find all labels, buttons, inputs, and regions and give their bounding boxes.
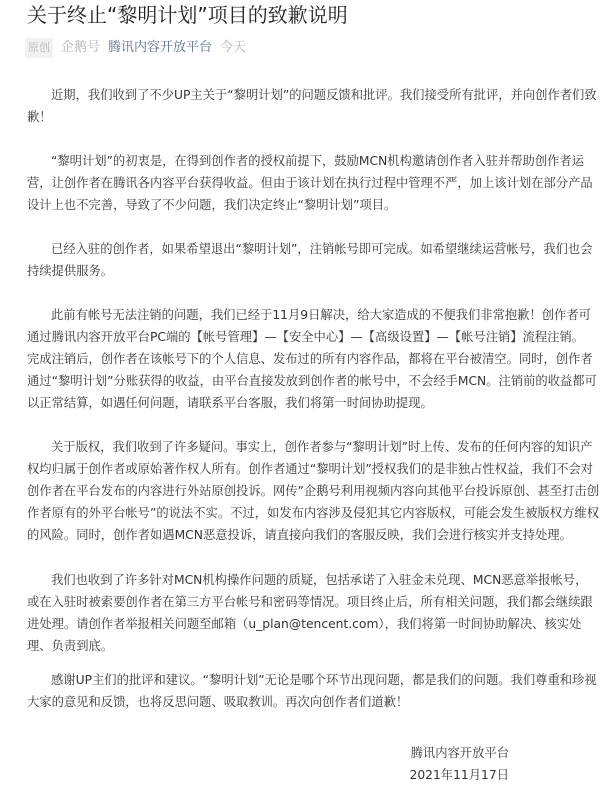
article-paragraph (27, 304, 597, 414)
paragraph-line: 权均归属于创作者或原始著作权人所有。创作者通过“黎明计划”授权我们的是非独占性权益，我们不会对 (27, 462, 594, 476)
paragraph-line: 我们也收到了许多针对MCN机构操作问题的质疑，包括承诺了入驻金未兑现、MCN恶意举报帐号， (51, 573, 588, 587)
paragraph-line: 营，让创作者在腾讯各内容平台获得收益。但由于该计划在执行过程中管理不严，加上该计划在部分产品 (27, 176, 593, 190)
signature-org: 腾讯内容开放平台 (410, 746, 509, 760)
original-badge: 原创 (25, 38, 53, 58)
paragraph-line: 近期，我们收到了不少UP主关于“黎明计划”的问题反馈和批评。我们接受所有批评，并向创作者们致 (51, 88, 597, 102)
paragraph-line: 完成注销后，创作者在该帐号下的个人信息、发布过的所有内容作品，都将在平台被清空。同时，创作者 (27, 352, 593, 366)
paragraph-line: “黎明计划”的初衷是，在得到创作者的授权前提下，鼓励MCN机构邀请创作者入驻并帮助创作者运 (51, 154, 585, 168)
paragraph-line: 通过“黎明计划”分账获得的收益，由平台直接发放到创作者的帐号中，不会经手MCN。注销前的收益都可 (27, 374, 597, 388)
article-paragraph (27, 84, 597, 128)
article-paragraph (27, 150, 593, 216)
account-type: 企鹅号 (61, 40, 101, 55)
paragraph-line: 创作者在平台发布的内容进行外站原创投诉。网传”企鹅号利用视频内容向其他平台投诉原创、甚至打击创 (27, 484, 600, 498)
paragraph-line: 持续提供服务。 (27, 264, 114, 278)
article-title: 关于终止“黎明计划”项目的致歉说明 (27, 3, 348, 27)
paragraph-line: 通过腾讯内容开放平台PC端的【帐号管理】—【安全中心】—【高级设置】—【帐号注销】流程注销。 (27, 330, 585, 344)
article-paragraph (27, 238, 593, 282)
paragraph-line: 感谢UP主们的批评和建议。“黎明计划”无论是哪个环节出现问题，都是我们的问题。我们尊重和珍视 (51, 673, 597, 687)
paragraph-line: 或在入驻时被索要创作者在第三方平台帐号和密码等情况。项目终止后，所有相关问题，我们都会继续跟 (27, 595, 593, 609)
paragraph-line: 作者原有的外平台帐号”的说法不实。不过，如发布内容涉及侵犯其它内容版权，可能会发生被版权方维权 (27, 506, 600, 520)
paragraph-line: 的风险。同时，创作者如遇MCN恶意投诉，请直接向我们的客服反映，我们会进行核实并支持处理。 (27, 528, 572, 542)
paragraph-line: 此前有帐号无法注销的问题，我们已经于11月9日解决，给大家造成的不便我们非常抱歉！创作者可 (51, 308, 591, 322)
article-paragraph (27, 669, 597, 713)
paragraph-line: 关于版权，我们收到了许多疑问。事实上，创作者参与“黎明计划”时上传、发布的任何内容的知识产 (51, 440, 593, 454)
article-meta (25, 38, 254, 58)
article-paragraph (27, 569, 593, 657)
publish-time: 今天 (220, 40, 247, 55)
article-paragraph (27, 436, 600, 546)
signature-date: 2021年11月17日 (409, 768, 509, 782)
paragraph-line: 理、负责到底。 (27, 639, 114, 653)
paragraph-line: 进处理。请创作者举报相关问题至邮箱（u_plan@tencent.com），我们将第一时间协助解决、核实处 (27, 617, 582, 631)
paragraph-line: 已经入驻的创作者，如果希望退出“黎明计划”，注销帐号即可完成。如希望继续运营帐号，我们也会 (51, 242, 593, 256)
author-link[interactable]: 腾讯内容开放平台 (108, 40, 213, 55)
paragraph-line: 歉！ (27, 110, 52, 124)
paragraph-line: 设计上也不完善，导致了不少问题，我们决定终止“黎明计划”项目。 (27, 198, 397, 212)
paragraph-line: 以正常结算，如遇任何问题，请联系平台客服，我们将第一时间协助提现。 (27, 396, 433, 410)
paragraph-line: 大家的意见和反馈，也将反思问题、吸取教训。再次向创作者们道歉！ (27, 695, 409, 709)
